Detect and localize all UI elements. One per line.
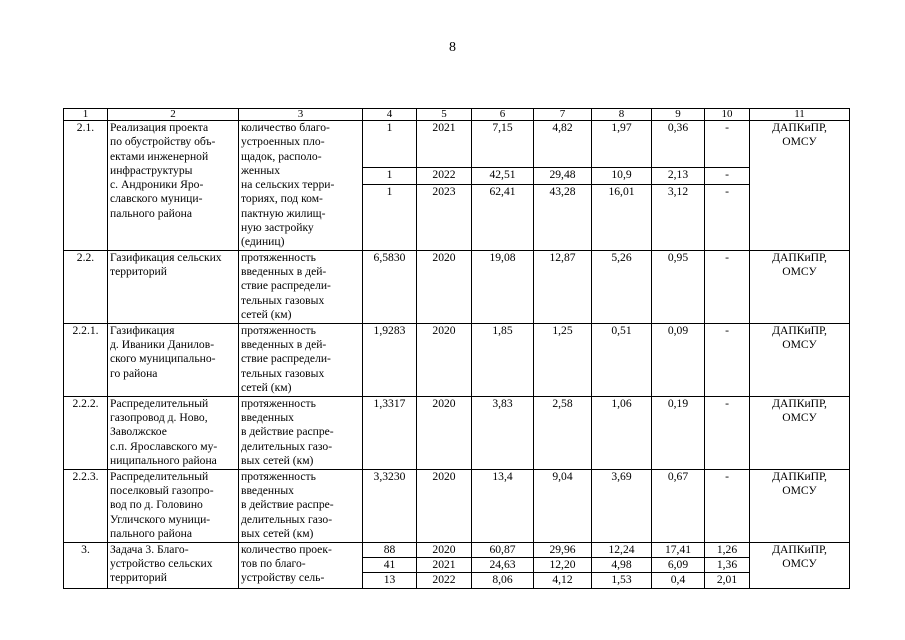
task-line: ектами инженерной [110,149,209,163]
value-cell: 4,82 [534,121,592,168]
value-cell: - [705,168,750,184]
value-cell: 1,25 [534,323,592,396]
year-cell: 2023 [417,184,472,250]
header-cell: 4 [363,109,417,121]
indicator-line: протяженность [241,250,316,264]
indicator-line: вых сетей (км) [241,453,314,467]
task-cell [108,250,239,323]
indicator-line: ториях, под ком- [241,192,323,206]
table-row [64,250,850,323]
indicator-cell [239,121,363,251]
value-cell: 3,3230 [363,469,417,542]
task-line: Заволжское [110,425,167,439]
value-cell: 42,51 [472,168,534,184]
value-cell: 62,41 [472,184,534,250]
indicator-line: в действие распре- [241,498,334,512]
task-cell [108,396,239,469]
value-cell: 88 [363,542,417,557]
executor-line: ДАПКиПР, [772,542,827,556]
value-cell: 2,01 [705,573,750,588]
year-cell: 2020 [417,396,472,469]
indicator-line: протяженность [241,396,316,410]
value-cell: 60,87 [472,542,534,557]
task-line: территорий [110,571,167,585]
task-line: поселковый газопро- [110,483,214,497]
executor-line: ДАПКиПР, [772,323,827,337]
executor-line: ДАПКиПР, [772,469,827,483]
task-line: пального района [110,206,192,220]
indicator-line: устроенных пло- [241,135,325,149]
indicator-line: вых сетей (км) [241,526,314,540]
value-cell: 6,09 [652,557,705,572]
table-row [64,469,850,542]
indicator-line: сетей (км) [241,380,292,394]
executor-line: ОМСУ [782,264,817,278]
indicator-cell [239,542,363,588]
header-cell: 2 [108,109,239,121]
value-cell: 4,12 [534,573,592,588]
executor-line: ДАПКиПР, [772,396,827,410]
task-line: территорий [110,264,167,278]
indicator-line: количество проек- [241,542,332,556]
executor-cell [750,121,850,251]
task-line: славского муници- [110,192,203,206]
year-cell: 2022 [417,168,472,184]
value-cell: 19,08 [472,250,534,323]
task-line: Угличского муници- [110,512,211,526]
value-cell: - [705,323,750,396]
indicator-line: введенных [241,483,294,497]
value-cell: 0,09 [652,323,705,396]
value-cell: 1,85 [472,323,534,396]
indicator-line: ствие распредели- [241,279,331,293]
header-cell: 8 [592,109,652,121]
value-cell: - [705,184,750,250]
value-cell: 16,01 [592,184,652,250]
value-cell: 13,4 [472,469,534,542]
value-cell: 41 [363,557,417,572]
indicator-line: введенных в дей- [241,337,327,351]
indicator-line: протяженность [241,469,316,483]
value-cell: 0,95 [652,250,705,323]
task-line: ниципального района [110,453,217,467]
value-cell: 1 [363,121,417,168]
indicator-line: сетей (км) [241,307,292,321]
task-line: Газификация сельских [110,250,222,264]
value-cell: 0,51 [592,323,652,396]
item-number: 2.2.2. [64,396,108,469]
item-number: 2.2.1. [64,323,108,396]
executor-cell [750,250,850,323]
executor-line: ДАПКиПР, [772,250,827,264]
indicator-line: пактную жилищ- [241,206,326,220]
value-cell: 29,48 [534,168,592,184]
task-line: Газификация [110,323,175,337]
executor-cell [750,323,850,396]
value-cell: - [705,121,750,168]
value-cell: 9,04 [534,469,592,542]
header-cell: 6 [472,109,534,121]
task-cell [108,121,239,251]
value-cell: 0,19 [652,396,705,469]
value-cell: - [705,469,750,542]
indicator-line: делительных газо- [241,439,333,453]
value-cell: 1,26 [705,542,750,557]
value-cell: 0,67 [652,469,705,542]
value-cell: 7,15 [472,121,534,168]
value-cell: 3,12 [652,184,705,250]
value-cell: 1,3317 [363,396,417,469]
indicator-line: женных [241,163,280,177]
executor-line: ОМСУ [782,410,817,424]
value-cell: 8,06 [472,573,534,588]
table-row [64,121,850,168]
task-line: го района [110,366,158,380]
year-cell: 2020 [417,323,472,396]
item-number: 2.2.3. [64,469,108,542]
value-cell: 1,36 [705,557,750,572]
header-cell: 5 [417,109,472,121]
executor-line: ОМСУ [782,483,817,497]
value-cell: 1,53 [592,573,652,588]
indicator-line: ствие распредели- [241,352,331,366]
task-line: вод по д. Головино [110,498,203,512]
year-cell: 2020 [417,469,472,542]
header-cell: 7 [534,109,592,121]
indicator-line: введенных в дей- [241,264,327,278]
indicator-line: протяженность [241,323,316,337]
indicator-line: на сельских терри- [241,178,335,192]
task-line: с.п. Ярославского му- [110,439,218,453]
value-cell: 17,41 [652,542,705,557]
executor-cell [750,396,850,469]
task-line: с. Андроники Яро- [110,178,204,192]
value-cell: 1 [363,184,417,250]
year-cell: 2022 [417,573,472,588]
value-cell: 24,63 [472,557,534,572]
task-line: Распределительный [110,469,209,483]
value-cell: 43,28 [534,184,592,250]
value-cell: 2,58 [534,396,592,469]
header-row [64,109,850,121]
indicator-cell [239,396,363,469]
indicator-line: делительных газо- [241,512,333,526]
task-line: инфраструктуры [110,163,193,177]
value-cell: 3,69 [592,469,652,542]
executor-cell [750,469,850,542]
value-cell: 12,87 [534,250,592,323]
task-cell [108,469,239,542]
executor-line: ДАПКиПР, [772,121,827,134]
task-line: по обустройству объ- [110,135,216,149]
year-cell: 2021 [417,121,472,168]
executor-line: ОМСУ [782,135,817,149]
value-cell: 1,97 [592,121,652,168]
task-line: Распределительный [110,396,209,410]
indicator-line: щадок, располо- [241,149,322,163]
indicator-line: устройству сель- [241,571,325,585]
program-table [63,108,850,589]
task-line: Задача 3. Благо- [110,542,189,556]
indicator-line: (единиц) [241,235,285,249]
value-cell: 29,96 [534,542,592,557]
value-cell: - [705,250,750,323]
task-line: газопровод д. Ново, [110,410,208,424]
value-cell: - [705,396,750,469]
header-cell: 3 [239,109,363,121]
indicator-line: количество благо- [241,121,330,134]
task-cell [108,323,239,396]
value-cell: 1 [363,168,417,184]
value-cell: 5,26 [592,250,652,323]
header-cell: 9 [652,109,705,121]
year-cell: 2021 [417,557,472,572]
task-cell [108,542,239,588]
executor-line: ОМСУ [782,556,817,570]
item-number: 3. [64,542,108,588]
indicator-line: ную застройку [241,221,314,235]
value-cell: 12,20 [534,557,592,572]
value-cell: 0,4 [652,573,705,588]
page-number: 8 [449,40,456,55]
year-cell: 2020 [417,250,472,323]
value-cell: 1,9283 [363,323,417,396]
value-cell: 12,24 [592,542,652,557]
task-line: ского муниципально- [110,352,216,366]
task-line: устройство сельских [110,556,213,570]
table-row [64,542,850,557]
value-cell: 13 [363,573,417,588]
value-cell: 4,98 [592,557,652,572]
task-line: д. Иваники Данилов- [110,337,215,351]
year-cell: 2020 [417,542,472,557]
indicator-cell [239,469,363,542]
value-cell: 6,5830 [363,250,417,323]
indicator-cell [239,323,363,396]
item-number: 2.1. [64,121,108,251]
indicator-cell [239,250,363,323]
executor-line: ОМСУ [782,337,817,351]
indicator-line: тельных газовых [241,366,325,380]
indicator-line: тов по благо- [241,556,306,570]
indicator-line: тельных газовых [241,293,325,307]
header-cell: 1 [64,109,108,121]
table-row [64,396,850,469]
indicator-line: в действие распре- [241,425,334,439]
table-row [64,323,850,396]
executor-cell [750,542,850,588]
value-cell: 1,06 [592,396,652,469]
value-cell: 3,83 [472,396,534,469]
value-cell: 2,13 [652,168,705,184]
value-cell: 0,36 [652,121,705,168]
item-number: 2.2. [64,250,108,323]
task-line: Реализация проекта [110,121,209,134]
indicator-line: введенных [241,410,294,424]
header-cell: 11 [750,109,850,121]
header-cell: 10 [705,109,750,121]
task-line: пального района [110,526,192,540]
value-cell: 10,9 [592,168,652,184]
